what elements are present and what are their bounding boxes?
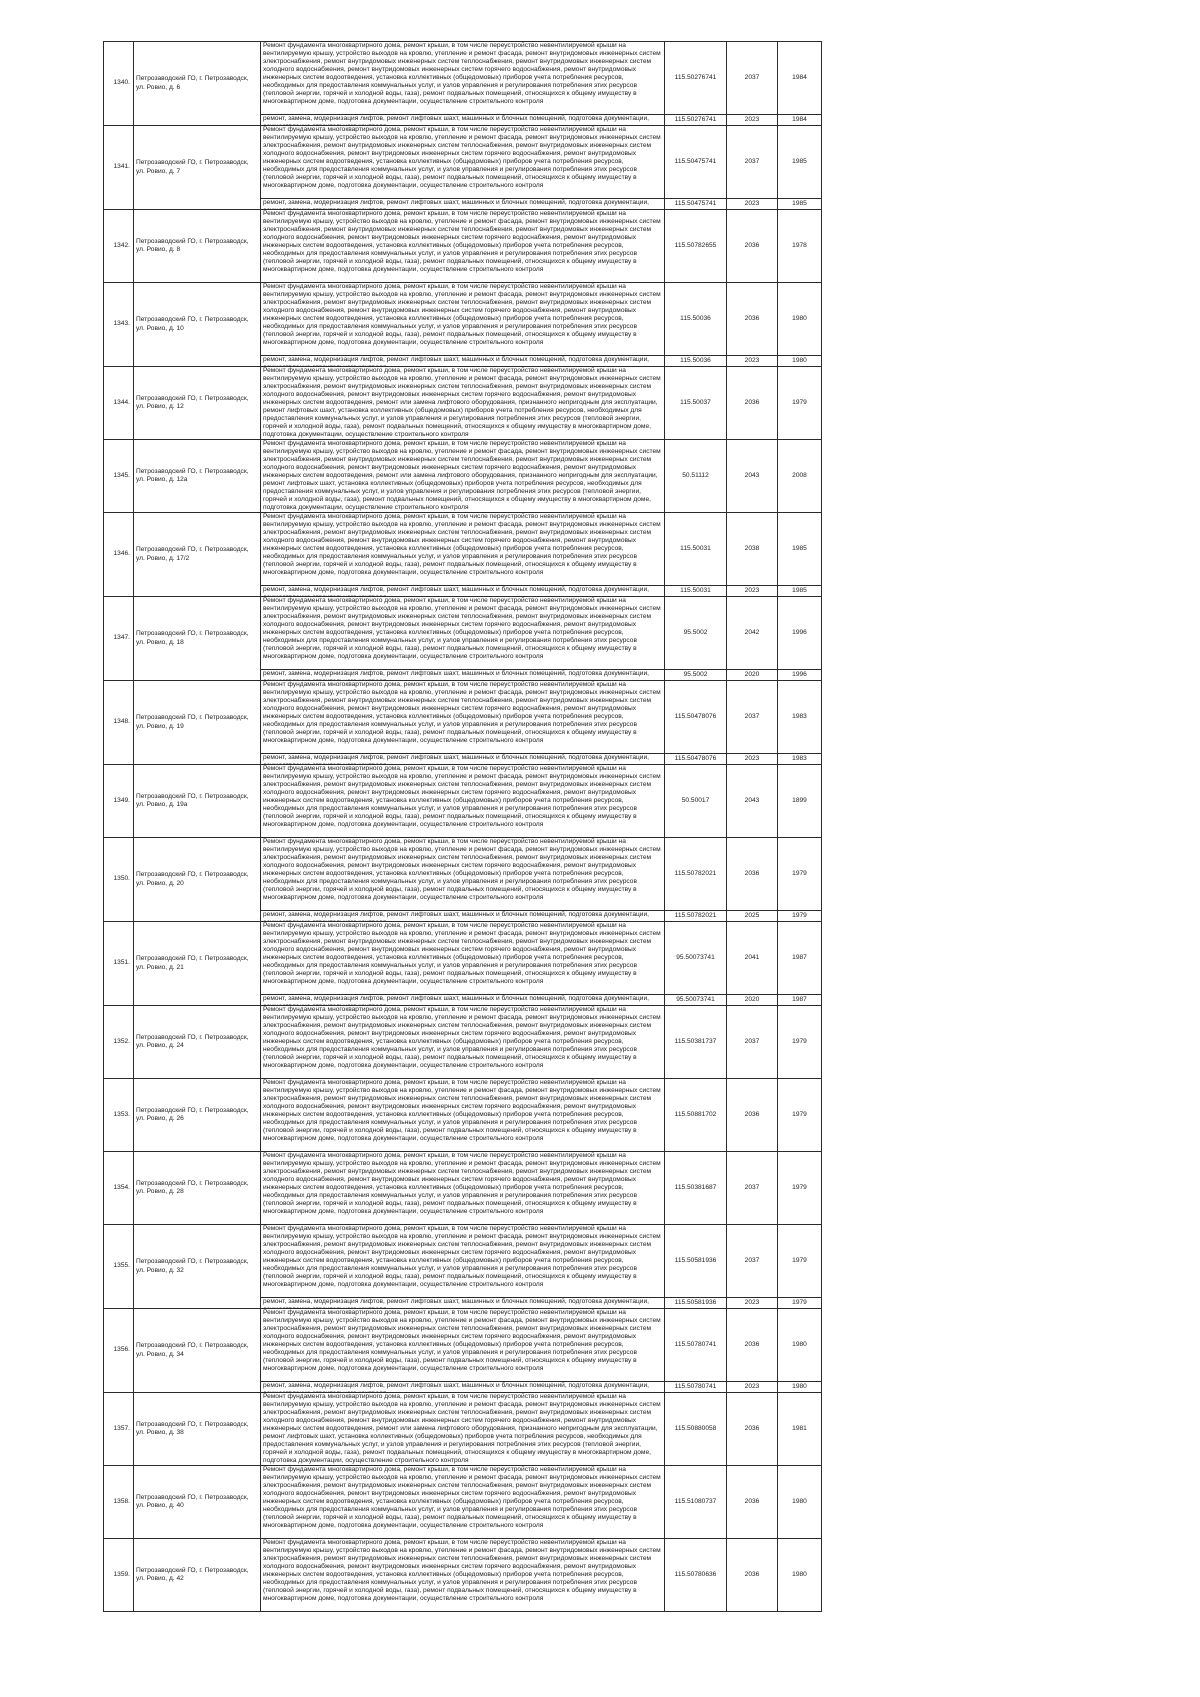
- build-year: 1979: [778, 1006, 822, 1079]
- row-number: 1352.: [104, 1006, 134, 1079]
- planned-year: 2036: [727, 838, 778, 911]
- cost-indicator: 115.50782655: [665, 210, 727, 283]
- table-row: [104, 210, 822, 283]
- build-year: 1985: [778, 513, 822, 586]
- lift-planned-year: 2020: [727, 995, 778, 1006]
- work-list-text: Ремонт фундамента многоквартирного дома, ремонт крыши, в том числе переустройство невентилируемой крыши на вентилируемую крышу, устройство выходов на кровлю, утепление и ремонт фасада, ремонт внутридомовых инженерных систем электроснабжения, ремонт внутридомовых инженерных систем теплоснабжения, ремонт внутридомовых инженерных систем холодного водоснабжения, ремонт внутридомовых инженерных систем горячего водоснабжения, ремонт внутридомовых инженерных систем водоотведения, ремонт или замена лифтового оборудования, признанного непригодным для эксплуатации, ремонт лифтовых шахт, установка коллективных (общедомовых) приборов учета потребления ресурсов, необходимых для предоставления коммунальных услуг, и узлов управления и регулирования потребления этих ресурсов (тепловой энергии, горячей и холодной воды, газа), ремонт подвальных помещений, относящихся к общему имуществу в многоквартирном доме, подготовка документации, осуществление строительного контроля: [263, 367, 661, 439]
- planned-year: 2037: [727, 126, 778, 199]
- lift-work-text: ремонт, замена, модернизация лифтов, ремонт лифтовых шахт, машинных и блочных помещений, подготовка документации,: [263, 1382, 649, 1389]
- table-row: [104, 1225, 822, 1298]
- lift-build-year: 1983: [778, 754, 822, 765]
- build-year: 1980: [778, 283, 822, 356]
- work-list-text: Ремонт фундамента многоквартирного дома, ремонт крыши, в том числе переустройство невентилируемой крыши на вентилируемую крышу, устройство выходов на кровлю, утепление и ремонт фасада, ремонт внутридомовых инженерных систем электроснабжения, ремонт внутридомовых инженерных систем теплоснабжения, ремонт внутридомовых инженерных систем холодного водоснабжения, ремонт внутридомовых инженерных систем горячего водоснабжения, ремонт внутридомовых инженерных систем водоотведения, установка коллективных (общедомовых) приборов учета потребления ресурсов, необходимых для предоставления коммунальных услуг, и узлов управления и регулирования потребления этих ресурсов (тепловой энергии, горячей и холодной воды, газа), ремонт подвальных помещений, относящихся к общему имуществу в многоквартирном доме, подготовка документации, осуществление строительного контроля: [263, 42, 661, 106]
- lift-work-text: ремонт, замена, модернизация лифтов, ремонт лифтовых шахт, машинных и блочных помещений, подготовка документации,: [263, 670, 649, 677]
- lift-planned-year: 2025: [727, 911, 778, 922]
- planned-year: 2038: [727, 513, 778, 586]
- lift-work: [261, 670, 665, 681]
- lift-work: [261, 995, 665, 1006]
- row-number: 1343.: [104, 283, 134, 367]
- cost-indicator: 95.5002: [665, 597, 727, 670]
- build-year: 1984: [778, 42, 822, 115]
- row-number: 1341.: [104, 126, 134, 210]
- planned-year: 2036: [727, 1539, 778, 1612]
- table-row: [104, 1393, 822, 1466]
- work-list: [261, 1079, 665, 1152]
- lift-planned-year: 2023: [727, 1298, 778, 1309]
- table-row: [104, 1539, 822, 1612]
- row-number: 1358.: [104, 1466, 134, 1539]
- lift-work: [261, 1382, 665, 1393]
- table-row: [104, 440, 822, 513]
- build-year: 1980: [778, 1466, 822, 1539]
- build-year: 1979: [778, 1079, 822, 1152]
- planned-year: 2037: [727, 42, 778, 115]
- work-list: [261, 1309, 665, 1382]
- table-row: [104, 126, 822, 199]
- lift-work-text: ремонт, замена, модернизация лифтов, ремонт лифтовых шахт, машинных и блочных помещений, подготовка документации,: [263, 1298, 649, 1305]
- work-list-text: Ремонт фундамента многоквартирного дома, ремонт крыши, в том числе переустройство невентилируемой крыши на вентилируемую крышу, устройство выходов на кровлю, утепление и ремонт фасада, ремонт внутридомовых инженерных систем электроснабжения, ремонт внутридомовых инженерных систем теплоснабжения, ремонт внутридомовых инженерных систем холодного водоснабжения, ремонт внутридомовых инженерных систем горячего водоснабжения, ремонт внутридомовых инженерных систем водоотведения, установка коллективных (общедомовых) приборов учета потребления ресурсов, необходимых для предоставления коммунальных услуг, и узлов управления и регулирования потребления этих ресурсов (тепловой энергии, горячей и холодной воды, газа), ремонт подвальных помещений, относящихся к общему имуществу в многоквартирном доме, подготовка документации, осуществление строительного контроля: [263, 1006, 661, 1070]
- planned-year: 2037: [727, 681, 778, 754]
- house-address: Петрозаводский ГО, г. Петрозаводск, ул. Ровио, д. 28: [134, 1152, 261, 1225]
- work-list-text: Ремонт фундамента многоквартирного дома, ремонт крыши, в том числе переустройство невентилируемой крыши на вентилируемую крышу, устройство выходов на кровлю, утепление и ремонт фасада, ремонт внутридомовых инженерных систем электроснабжения, ремонт внутридомовых инженерных систем теплоснабжения, ремонт внутридомовых инженерных систем холодного водоснабжения, ремонт внутридомовых инженерных систем горячего водоснабжения, ремонт внутридомовых инженерных систем водоотведения, установка коллективных (общедомовых) приборов учета потребления ресурсов, необходимых для предоставления коммунальных услуг, и узлов управления и регулирования потребления этих ресурсов (тепловой энергии, горячей и холодной воды, газа), ремонт подвальных помещений, относящихся к общему имуществу в многоквартирном доме, подготовка документации, осуществление строительного контроля: [263, 597, 661, 661]
- table-row: [104, 367, 822, 440]
- table-body: [104, 42, 822, 1612]
- table-row: [104, 597, 822, 670]
- build-year: 1979: [778, 838, 822, 911]
- house-address: Петрозаводский ГО, г. Петрозаводск, ул. Ровио, д. 32: [134, 1225, 261, 1309]
- planned-year: 2036: [727, 1309, 778, 1382]
- work-list: [261, 838, 665, 911]
- build-year: 1979: [778, 367, 822, 440]
- work-list-text: Ремонт фундамента многоквартирного дома, ремонт крыши, в том числе переустройство невентилируемой крыши на вентилируемую крышу, устройство выходов на кровлю, утепление и ремонт фасада, ремонт внутридомовых инженерных систем электроснабжения, ремонт внутридомовых инженерных систем теплоснабжения, ремонт внутридомовых инженерных систем холодного водоснабжения, ремонт внутридомовых инженерных систем горячего водоснабжения, ремонт внутридомовых инженерных систем водоотведения, установка коллективных (общедомовых) приборов учета потребления ресурсов, необходимых для предоставления коммунальных услуг, и узлов управления и регулирования потребления этих ресурсов (тепловой энергии, горячей и холодной воды, газа), ремонт подвальных помещений, относящихся к общему имуществу в многоквартирном доме, подготовка документации, осуществление строительного контроля: [263, 1152, 661, 1216]
- work-list-text: Ремонт фундамента многоквартирного дома, ремонт крыши, в том числе переустройство невентилируемой крыши на вентилируемую крышу, устройство выходов на кровлю, утепление и ремонт фасада, ремонт внутридомовых инженерных систем электроснабжения, ремонт внутридомовых инженерных систем теплоснабжения, ремонт внутридомовых инженерных систем холодного водоснабжения, ремонт внутридомовых инженерных систем горячего водоснабжения, ремонт внутридомовых инженерных систем водоотведения, установка коллективных (общедомовых) приборов учета потребления ресурсов, необходимых для предоставления коммунальных услуг, и узлов управления и регулирования потребления этих ресурсов (тепловой энергии, горячей и холодной воды, газа), ремонт подвальных помещений, относящихся к общему имуществу в многоквартирном доме, подготовка документации, осуществление строительного контроля: [263, 1539, 661, 1603]
- build-year: 1981: [778, 1393, 822, 1466]
- table-row: [104, 1152, 822, 1225]
- build-year: 1983: [778, 681, 822, 754]
- house-address: Петрозаводский ГО, г. Петрозаводск, ул. Ровио, д. 19а: [134, 765, 261, 838]
- house-address: Петрозаводский ГО, г. Петрозаводск, ул. Ровио, д. 26: [134, 1079, 261, 1152]
- lift-cost-indicator: 115.50031: [665, 586, 727, 597]
- table-row: [104, 1309, 822, 1382]
- work-list-text: Ремонт фундамента многоквартирного дома, ремонт крыши, в том числе переустройство невентилируемой крыши на вентилируемую крышу, устройство выходов на кровлю, утепление и ремонт фасада, ремонт внутридомовых инженерных систем электроснабжения, ремонт внутридомовых инженерных систем теплоснабжения, ремонт внутридомовых инженерных систем холодного водоснабжения, ремонт внутридомовых инженерных систем горячего водоснабжения, ремонт внутридомовых инженерных систем водоотведения, установка коллективных (общедомовых) приборов учета потребления ресурсов, необходимых для предоставления коммунальных услуг, и узлов управления и регулирования потребления этих ресурсов (тепловой энергии, горячей и холодной воды, газа), ремонт подвальных помещений, относящихся к общему имуществу в многоквартирном доме, подготовка документации, осуществление строительного контроля: [263, 283, 661, 347]
- house-address: Петрозаводский ГО, г. Петрозаводск, ул. Ровио, д. 21: [134, 922, 261, 1006]
- lift-cost-indicator: 115.50036: [665, 356, 727, 367]
- lift-planned-year: 2023: [727, 199, 778, 210]
- lift-work-text: ремонт, замена, модернизация лифтов, ремонт лифтовых шахт, машинных и блочных помещений, подготовка документации,: [263, 356, 649, 363]
- cost-indicator: 115.50881702: [665, 1079, 727, 1152]
- lift-build-year: 1979: [778, 911, 822, 922]
- lift-work-text: ремонт, замена, модернизация лифтов, ремонт лифтовых шахт, машинных и блочных помещений, подготовка документации,: [263, 199, 649, 206]
- lift-planned-year: 2023: [727, 586, 778, 597]
- cost-indicator: 95.50073741: [665, 922, 727, 995]
- work-list: [261, 765, 665, 838]
- build-year: 1979: [778, 1152, 822, 1225]
- planned-year: 2036: [727, 367, 778, 440]
- lift-build-year: 1985: [778, 586, 822, 597]
- work-list-text: Ремонт фундамента многоквартирного дома, ремонт крыши, в том числе переустройство невентилируемой крыши на вентилируемую крышу, устройство выходов на кровлю, утепление и ремонт фасада, ремонт внутридомовых инженерных систем электроснабжения, ремонт внутридомовых инженерных систем теплоснабжения, ремонт внутридомовых инженерных систем холодного водоснабжения, ремонт внутридомовых инженерных систем горячего водоснабжения, ремонт внутридомовых инженерных систем водоотведения, установка коллективных (общедомовых) приборов учета потребления ресурсов, необходимых для предоставления коммунальных услуг, и узлов управления и регулирования потребления этих ресурсов (тепловой энергии, горячей и холодной воды, газа), ремонт подвальных помещений, относящихся к общему имуществу в многоквартирном доме, подготовка документации, осуществление строительного контроля: [263, 210, 661, 274]
- lift-work-text: ремонт, замена, модернизация лифтов, ремонт лифтовых шахт, машинных и блочных помещений, подготовка документации,: [263, 115, 649, 122]
- row-number: 1359.: [104, 1539, 134, 1612]
- cost-indicator: 115.50780636: [665, 1539, 727, 1612]
- work-list: [261, 283, 665, 356]
- house-address: Петрозаводский ГО, г. Петрозаводск, ул. Ровио, д. 24: [134, 1006, 261, 1079]
- lift-build-year: 1985: [778, 199, 822, 210]
- work-list-text: Ремонт фундамента многоквартирного дома, ремонт крыши, в том числе переустройство невентилируемой крыши на вентилируемую крышу, устройство выходов на кровлю, утепление и ремонт фасада, ремонт внутридомовых инженерных систем электроснабжения, ремонт внутридомовых инженерных систем теплоснабжения, ремонт внутридомовых инженерных систем холодного водоснабжения, ремонт внутридомовых инженерных систем горячего водоснабжения, ремонт внутридомовых инженерных систем водоотведения, ремонт или замена лифтового оборудования, признанного непригодным для эксплуатации, ремонт лифтовых шахт, установка коллективных (общедомовых) приборов учета потребления ресурсов, необходимых для предоставления коммунальных услуг, и узлов управления и регулирования потребления этих ресурсов (тепловой энергии, горячей и холодной воды, газа), ремонт подвальных помещений, относящихся к общему имуществу в многоквартирном доме, подготовка документации, осуществление строительного контроля: [263, 440, 661, 512]
- planned-year: 2041: [727, 922, 778, 995]
- row-number: 1357.: [104, 1393, 134, 1466]
- work-list-text: Ремонт фундамента многоквартирного дома, ремонт крыши, в том числе переустройство невентилируемой крыши на вентилируемую крышу, устройство выходов на кровлю, утепление и ремонт фасада, ремонт внутридомовых инженерных систем электроснабжения, ремонт внутридомовых инженерных систем теплоснабжения, ремонт внутридомовых инженерных систем холодного водоснабжения, ремонт внутридомовых инженерных систем горячего водоснабжения, ремонт внутридомовых инженерных систем водоотведения, установка коллективных (общедомовых) приборов учета потребления ресурсов, необходимых для предоставления коммунальных услуг, и узлов управления и регулирования потребления этих ресурсов (тепловой энергии, горячей и холодной воды, газа), ремонт подвальных помещений, относящихся к общему имуществу в многоквартирном доме, подготовка документации, осуществление строительного контроля: [263, 126, 661, 190]
- planned-year: 2037: [727, 1152, 778, 1225]
- planned-year: 2036: [727, 283, 778, 356]
- work-list: [261, 1539, 665, 1612]
- lift-build-year: 1980: [778, 356, 822, 367]
- work-list-text: Ремонт фундамента многоквартирного дома, ремонт крыши, в том числе переустройство невентилируемой крыши на вентилируемую крышу, устройство выходов на кровлю, утепление и ремонт фасада, ремонт внутридомовых инженерных систем электроснабжения, ремонт внутридомовых инженерных систем теплоснабжения, ремонт внутридомовых инженерных систем холодного водоснабжения, ремонт внутридомовых инженерных систем горячего водоснабжения, ремонт внутридомовых инженерных систем водоотведения, ремонт или замена лифтового оборудования, признанного непригодным для эксплуатации, ремонт лифтовых шахт, установка коллективных (общедомовых) приборов учета потребления ресурсов, необходимых для предоставления коммунальных услуг, и узлов управления и регулирования потребления этих ресурсов (тепловой энергии, горячей и холодной воды, газа), ремонт подвальных помещений, относящихся к общему имуществу в многоквартирном доме, подготовка документации, осуществление строительного контроля: [263, 1393, 661, 1465]
- cost-indicator: 50.50017: [665, 765, 727, 838]
- cost-indicator: 115.50031: [665, 513, 727, 586]
- row-number: 1354.: [104, 1152, 134, 1225]
- cost-indicator: 115.50782021: [665, 838, 727, 911]
- lift-planned-year: 2023: [727, 1382, 778, 1393]
- house-address: Петрозаводский ГО, г. Петрозаводск, ул. Ровио, д. 42: [134, 1539, 261, 1612]
- work-list-text: Ремонт фундамента многоквартирного дома, ремонт крыши, в том числе переустройство невентилируемой крыши на вентилируемую крышу, устройство выходов на кровлю, утепление и ремонт фасада, ремонт внутридомовых инженерных систем электроснабжения, ремонт внутридомовых инженерных систем теплоснабжения, ремонт внутридомовых инженерных систем холодного водоснабжения, ремонт внутридомовых инженерных систем горячего водоснабжения, ремонт внутридомовых инженерных систем водоотведения, установка коллективных (общедомовых) приборов учета потребления ресурсов, необходимых для предоставления коммунальных услуг, и узлов управления и регулирования потребления этих ресурсов (тепловой энергии, горячей и холодной воды, газа), ремонт подвальных помещений, относящихся к общему имуществу в многоквартирном доме, подготовка документации, осуществление строительного контроля: [263, 1466, 661, 1530]
- table-row: [104, 922, 822, 995]
- cost-indicator: 115.50381737: [665, 1006, 727, 1079]
- planned-year: 2036: [727, 210, 778, 283]
- table-row: [104, 42, 822, 115]
- house-address: Петрозаводский ГО, г. Петрозаводск, ул. Ровио, д. 17/2: [134, 513, 261, 597]
- row-number: 1351.: [104, 922, 134, 1006]
- planned-year: 2037: [727, 1225, 778, 1298]
- planned-year: 2037: [727, 1006, 778, 1079]
- build-year: 1980: [778, 1539, 822, 1612]
- row-number: 1356.: [104, 1309, 134, 1393]
- cost-indicator: 115.50581936: [665, 1225, 727, 1298]
- row-number: 1348.: [104, 681, 134, 765]
- work-list: [261, 1466, 665, 1539]
- work-list: [261, 42, 665, 115]
- row-number: 1342.: [104, 210, 134, 283]
- lift-work-text: ремонт, замена, модернизация лифтов, ремонт лифтовых шахт, машинных и блочных помещений, подготовка документации,: [263, 586, 649, 593]
- table-row: [104, 1079, 822, 1152]
- lift-work: [261, 911, 665, 922]
- cost-indicator: 115.50478076: [665, 681, 727, 754]
- build-year: 1899: [778, 765, 822, 838]
- work-list-text: Ремонт фундамента многоквартирного дома, ремонт крыши, в том числе переустройство невентилируемой крыши на вентилируемую крышу, устройство выходов на кровлю, утепление и ремонт фасада, ремонт внутридомовых инженерных систем электроснабжения, ремонт внутридомовых инженерных систем теплоснабжения, ремонт внутридомовых инженерных систем холодного водоснабжения, ремонт внутридомовых инженерных систем горячего водоснабжения, ремонт внутридомовых инженерных систем водоотведения, установка коллективных (общедомовых) приборов учета потребления ресурсов, необходимых для предоставления коммунальных услуг, и узлов управления и регулирования потребления этих ресурсов (тепловой энергии, горячей и холодной воды, газа), ремонт подвальных помещений, относящихся к общему имуществу в многоквартирном доме, подготовка документации, осуществление строительного контроля: [263, 1079, 661, 1143]
- lift-cost-indicator: 95.5002: [665, 670, 727, 681]
- build-year: 1985: [778, 126, 822, 199]
- lift-work-text: ремонт, замена, модернизация лифтов, ремонт лифтовых шахт, машинных и блочных помещений, подготовка документации,: [263, 995, 649, 1002]
- build-year: 1980: [778, 1309, 822, 1382]
- row-number: 1349.: [104, 765, 134, 838]
- work-list: [261, 440, 665, 513]
- work-list: [261, 126, 665, 199]
- house-address: Петрозаводский ГО, г. Петрозаводск, ул. Ровио, д. 6: [134, 42, 261, 126]
- cost-indicator: 50.51112: [665, 440, 727, 513]
- lift-cost-indicator: 115.50276741: [665, 115, 727, 126]
- lift-cost-indicator: 115.50581936: [665, 1298, 727, 1309]
- lift-cost-indicator: 115.50478076: [665, 754, 727, 765]
- table-row: [104, 513, 822, 586]
- row-number: 1340.: [104, 42, 134, 126]
- row-number: 1355.: [104, 1225, 134, 1309]
- work-list: [261, 513, 665, 586]
- lift-build-year: 1996: [778, 670, 822, 681]
- lift-work: [261, 586, 665, 597]
- work-list: [261, 367, 665, 440]
- build-year: 1987: [778, 922, 822, 995]
- lift-cost-indicator: 115.50780741: [665, 1382, 727, 1393]
- lift-build-year: 1984: [778, 115, 822, 126]
- cost-indicator: 115.50475741: [665, 126, 727, 199]
- lift-work: [261, 754, 665, 765]
- house-address: Петрозаводский ГО, г. Петрозаводск, ул. Ровио, д. 10: [134, 283, 261, 367]
- house-address: Петрозаводский ГО, г. Петрозаводск, ул. Ровио, д. 34: [134, 1309, 261, 1393]
- cost-indicator: 115.50037: [665, 367, 727, 440]
- planned-year: 2036: [727, 1466, 778, 1539]
- repair-program-table: [103, 41, 822, 1612]
- house-address: Петрозаводский ГО, г. Петрозаводск, ул. Ровио, д. 38: [134, 1393, 261, 1466]
- lift-build-year: 1979: [778, 1298, 822, 1309]
- row-number: 1345.: [104, 440, 134, 513]
- house-address: Петрозаводский ГО, г. Петрозаводск, ул. Ровио, д. 40: [134, 1466, 261, 1539]
- lift-cost-indicator: 115.50475741: [665, 199, 727, 210]
- table-row: [104, 1006, 822, 1079]
- lift-work-text: ремонт, замена, модернизация лифтов, ремонт лифтовых шахт, машинных и блочных помещений, подготовка документации,: [263, 911, 649, 918]
- row-number: 1346.: [104, 513, 134, 597]
- house-address: Петрозаводский ГО, г. Петрозаводск, ул. Ровио, д. 20: [134, 838, 261, 922]
- lift-work: [261, 1298, 665, 1309]
- work-list: [261, 681, 665, 754]
- work-list: [261, 597, 665, 670]
- house-address: Петрозаводский ГО, г. Петрозаводск, ул. Ровио, д. 12а: [134, 440, 261, 513]
- cost-indicator: 115.50880058: [665, 1393, 727, 1466]
- work-list-text: Ремонт фундамента многоквартирного дома, ремонт крыши, в том числе переустройство невентилируемой крыши на вентилируемую крышу, устройство выходов на кровлю, утепление и ремонт фасада, ремонт внутридомовых инженерных систем электроснабжения, ремонт внутридомовых инженерных систем теплоснабжения, ремонт внутридомовых инженерных систем холодного водоснабжения, ремонт внутридомовых инженерных систем горячего водоснабжения, ремонт внутридомовых инженерных систем водоотведения, установка коллективных (общедомовых) приборов учета потребления ресурсов, необходимых для предоставления коммунальных услуг, и узлов управления и регулирования потребления этих ресурсов (тепловой энергии, горячей и холодной воды, газа), ремонт подвальных помещений, относящихся к общему имуществу в многоквартирном доме, подготовка документации, осуществление строительного контроля: [263, 513, 661, 577]
- cost-indicator: 115.50381687: [665, 1152, 727, 1225]
- house-address: Петрозаводский ГО, г. Петрозаводск, ул. Ровио, д. 12: [134, 367, 261, 440]
- build-year: 2008: [778, 440, 822, 513]
- work-list-text: Ремонт фундамента многоквартирного дома, ремонт крыши, в том числе переустройство невентилируемой крыши на вентилируемую крышу, устройство выходов на кровлю, утепление и ремонт фасада, ремонт внутридомовых инженерных систем электроснабжения, ремонт внутридомовых инженерных систем теплоснабжения, ремонт внутридомовых инженерных систем холодного водоснабжения, ремонт внутридомовых инженерных систем горячего водоснабжения, ремонт внутридомовых инженерных систем водоотведения, установка коллективных (общедомовых) приборов учета потребления ресурсов, необходимых для предоставления коммунальных услуг, и узлов управления и регулирования потребления этих ресурсов (тепловой энергии, горячей и холодной воды, газа), ремонт подвальных помещений, относящихся к общему имуществу в многоквартирном доме, подготовка документации, осуществление строительного контроля: [263, 1309, 661, 1373]
- table-row: [104, 1466, 822, 1539]
- table-row: [104, 838, 822, 911]
- work-list: [261, 1006, 665, 1079]
- house-address: Петрозаводский ГО, г. Петрозаводск, ул. Ровио, д. 8: [134, 210, 261, 283]
- lift-cost-indicator: 115.50782021: [665, 911, 727, 922]
- house-address: Петрозаводский ГО, г. Петрозаводск, ул. Ровио, д. 19: [134, 681, 261, 765]
- cost-indicator: 115.50276741: [665, 42, 727, 115]
- work-list-text: Ремонт фундамента многоквартирного дома, ремонт крыши, в том числе переустройство невентилируемой крыши на вентилируемую крышу, устройство выходов на кровлю, утепление и ремонт фасада, ремонт внутридомовых инженерных систем электроснабжения, ремонт внутридомовых инженерных систем теплоснабжения, ремонт внутридомовых инженерных систем холодного водоснабжения, ремонт внутридомовых инженерных систем горячего водоснабжения, ремонт внутридомовых инженерных систем водоотведения, установка коллективных (общедомовых) приборов учета потребления ресурсов, необходимых для предоставления коммунальных услуг, и узлов управления и регулирования потребления этих ресурсов (тепловой энергии, горячей и холодной воды, газа), ремонт подвальных помещений, относящихся к общему имуществу в многоквартирном доме, подготовка документации, осуществление строительного контроля: [263, 922, 661, 986]
- cost-indicator: 115.50780741: [665, 1309, 727, 1382]
- house-address: Петрозаводский ГО, г. Петрозаводск, ул. Ровио, д. 7: [134, 126, 261, 210]
- work-list: [261, 210, 665, 283]
- work-list-text: Ремонт фундамента многоквартирного дома, ремонт крыши, в том числе переустройство невентилируемой крыши на вентилируемую крышу, устройство выходов на кровлю, утепление и ремонт фасада, ремонт внутридомовых инженерных систем электроснабжения, ремонт внутридомовых инженерных систем теплоснабжения, ремонт внутридомовых инженерных систем холодного водоснабжения, ремонт внутридомовых инженерных систем горячего водоснабжения, ремонт внутридомовых инженерных систем водоотведения, установка коллективных (общедомовых) приборов учета потребления ресурсов, необходимых для предоставления коммунальных услуг, и узлов управления и регулирования потребления этих ресурсов (тепловой энергии, горячей и холодной воды, газа), ремонт подвальных помещений, относящихся к общему имуществу в многоквартирном доме, подготовка документации, осуществление строительного контроля: [263, 765, 661, 829]
- lift-planned-year: 2020: [727, 670, 778, 681]
- lift-planned-year: 2023: [727, 356, 778, 367]
- cost-indicator: 115.51080737: [665, 1466, 727, 1539]
- table-row: [104, 681, 822, 754]
- work-list-text: Ремонт фундамента многоквартирного дома, ремонт крыши, в том числе переустройство невентилируемой крыши на вентилируемую крышу, устройство выходов на кровлю, утепление и ремонт фасада, ремонт внутридомовых инженерных систем электроснабжения, ремонт внутридомовых инженерных систем теплоснабжения, ремонт внутридомовых инженерных систем холодного водоснабжения, ремонт внутридомовых инженерных систем горячего водоснабжения, ремонт внутридомовых инженерных систем водоотведения, установка коллективных (общедомовых) приборов учета потребления ресурсов, необходимых для предоставления коммунальных услуг, и узлов управления и регулирования потребления этих ресурсов (тепловой энергии, горячей и холодной воды, газа), ремонт подвальных помещений, относящихся к общему имуществу в многоквартирном доме, подготовка документации, осуществление строительного контроля: [263, 681, 661, 745]
- planned-year: 2043: [727, 765, 778, 838]
- lift-work-text: ремонт, замена, модернизация лифтов, ремонт лифтовых шахт, машинных и блочных помещений, подготовка документации,: [263, 754, 649, 761]
- lift-planned-year: 2023: [727, 754, 778, 765]
- lift-cost-indicator: 95.50073741: [665, 995, 727, 1006]
- work-list: [261, 922, 665, 995]
- planned-year: 2036: [727, 1079, 778, 1152]
- lift-work: [261, 356, 665, 367]
- planned-year: 2043: [727, 440, 778, 513]
- lift-planned-year: 2023: [727, 115, 778, 126]
- cost-indicator: 115.50036: [665, 283, 727, 356]
- lift-work: [261, 115, 665, 126]
- work-list-text: Ремонт фундамента многоквартирного дома, ремонт крыши, в том числе переустройство невентилируемой крыши на вентилируемую крышу, устройство выходов на кровлю, утепление и ремонт фасада, ремонт внутридомовых инженерных систем электроснабжения, ремонт внутридомовых инженерных систем теплоснабжения, ремонт внутридомовых инженерных систем холодного водоснабжения, ремонт внутридомовых инженерных систем горячего водоснабжения, ремонт внутридомовых инженерных систем водоотведения, установка коллективных (общедомовых) приборов учета потребления ресурсов, необходимых для предоставления коммунальных услуг, и узлов управления и регулирования потребления этих ресурсов (тепловой энергии, горячей и холодной воды, газа), ремонт подвальных помещений, относящихся к общему имуществу в многоквартирном доме, подготовка документации, осуществление строительного контроля: [263, 838, 661, 902]
- row-number: 1350.: [104, 838, 134, 922]
- table-row: [104, 765, 822, 838]
- work-list: [261, 1225, 665, 1298]
- lift-build-year: 1987: [778, 995, 822, 1006]
- build-year: 1978: [778, 210, 822, 283]
- build-year: 1996: [778, 597, 822, 670]
- lift-work: [261, 199, 665, 210]
- work-list-text: Ремонт фундамента многоквартирного дома, ремонт крыши, в том числе переустройство невентилируемой крыши на вентилируемую крышу, устройство выходов на кровлю, утепление и ремонт фасада, ремонт внутридомовых инженерных систем электроснабжения, ремонт внутридомовых инженерных систем теплоснабжения, ремонт внутридомовых инженерных систем холодного водоснабжения, ремонт внутридомовых инженерных систем горячего водоснабжения, ремонт внутридомовых инженерных систем водоотведения, установка коллективных (общедомовых) приборов учета потребления ресурсов, необходимых для предоставления коммунальных услуг, и узлов управления и регулирования потребления этих ресурсов (тепловой энергии, горячей и холодной воды, газа), ремонт подвальных помещений, относящихся к общему имуществу в многоквартирном доме, подготовка документации, осуществление строительного контроля: [263, 1225, 661, 1289]
- row-number: 1344.: [104, 367, 134, 440]
- build-year: 1979: [778, 1225, 822, 1298]
- work-list: [261, 1152, 665, 1225]
- lift-build-year: 1980: [778, 1382, 822, 1393]
- house-address: Петрозаводский ГО, г. Петрозаводск, ул. Ровио, д. 18: [134, 597, 261, 681]
- row-number: 1353.: [104, 1079, 134, 1152]
- row-number: 1347.: [104, 597, 134, 681]
- planned-year: 2042: [727, 597, 778, 670]
- table-row: [104, 283, 822, 356]
- planned-year: 2036: [727, 1393, 778, 1466]
- work-list: [261, 1393, 665, 1466]
